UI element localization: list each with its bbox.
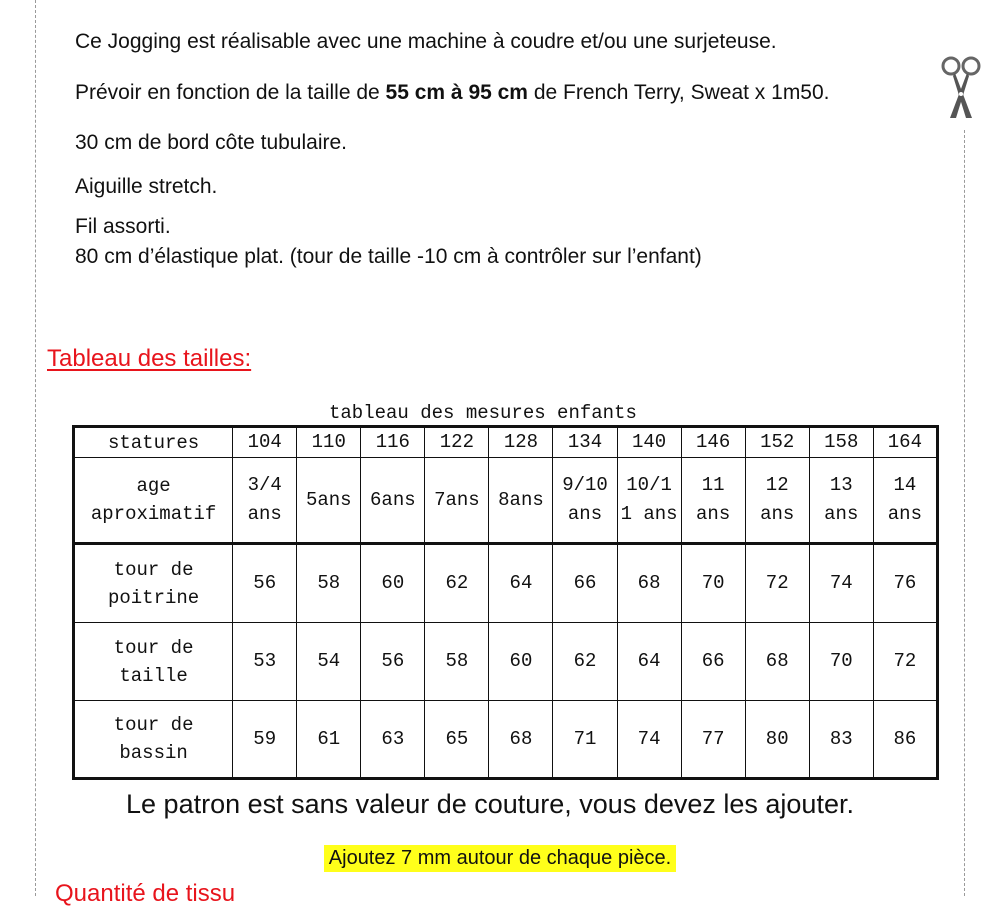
scissors-icon [938,52,984,122]
section-title: Tableau des tailles: [47,345,252,372]
cut-line-right [964,130,965,896]
table-cell: 71 [553,701,617,779]
table-cell: 56 [233,544,297,623]
table-cell: 68 [489,701,553,779]
table-row [74,458,938,544]
table-cell: 72 [873,623,937,701]
table-cell: 83 [809,701,873,779]
table-cell: 104 [233,427,297,458]
table-cell: 62 [553,623,617,701]
table-cell: 59 [233,701,297,779]
table-cell: 152 [745,427,809,458]
table-cell: 58 [425,623,489,701]
table-cell: 60 [361,544,425,623]
intro-line-thread: Fil assorti. [75,215,171,238]
intro-line-fabric [75,81,830,105]
table-cell: 86 [873,701,937,779]
intro-line-needle: Aiguille stretch. [75,175,218,198]
table-cell: 164 [873,427,937,458]
table-cell: 54 [297,623,361,701]
highlight-wrapper [0,845,1000,872]
table-cell: 140 [617,427,681,458]
table-cell: 13 ans [809,458,873,544]
table-cell: 76 [873,544,937,623]
table-cell: 80 [745,701,809,779]
table-cell: 77 [681,701,745,779]
table-caption: tableau des mesures enfants [329,402,637,424]
table-cell: 11 ans [681,458,745,544]
table-cell: 9/10 ans [553,458,617,544]
table-cell: 5ans [297,458,361,544]
fabric-min-length: 55 cm [385,81,446,104]
table-cell: 66 [681,623,745,701]
table-cell: 62 [425,544,489,623]
table-cell: 10/1 1 ans [617,458,681,544]
table-row [74,701,938,779]
table-cell: 56 [361,623,425,701]
row-label: age aproximatif [74,458,233,544]
cut-line-left [35,0,36,896]
table-cell: 14 ans [873,458,937,544]
table-cell: 110 [297,427,361,458]
table-row [74,427,938,458]
fabric-range-sep: à [445,81,469,104]
intro-line-machine: Ce Jogging est réalisable avec une machine à coudre et/ou une surjeteuse. [75,30,777,53]
table-cell: 122 [425,427,489,458]
row-label: tour de taille [74,623,233,701]
table-cell: 6ans [361,458,425,544]
table-cell: 70 [809,623,873,701]
intro-line-elastic: 80 cm d’élastique plat. (tour de taille -10 cm à contrôler sur l’enfant) [75,245,702,268]
table-cell: 158 [809,427,873,458]
table-cell: 74 [617,701,681,779]
table-cell: 116 [361,427,425,458]
table-cell: 64 [489,544,553,623]
seam-allowance-highlight: Ajoutez 7 mm autour de chaque pièce. [324,845,676,872]
table-cell: 70 [681,544,745,623]
table-row [74,623,938,701]
fabric-text-pre: Prévoir en fonction de la taille de [75,81,386,104]
table-cell: 128 [489,427,553,458]
fabric-max-length: 95 cm [468,81,528,104]
table-cell: 63 [361,701,425,779]
size-table [72,425,939,780]
row-label: statures [74,427,233,458]
table-cell: 68 [745,623,809,701]
table-cell: 60 [489,623,553,701]
row-label: tour de bassin [74,701,233,779]
table-cell: 8ans [489,458,553,544]
table-cell: 64 [617,623,681,701]
table-cell: 72 [745,544,809,623]
table-cell: 74 [809,544,873,623]
table-cell: 134 [553,427,617,458]
table-cell: 3/4 ans [233,458,297,544]
table-cell: 7ans [425,458,489,544]
table-cell: 65 [425,701,489,779]
seam-allowance-note: Le patron est sans valeur de couture, vous devez les ajouter. [126,789,854,819]
table-cell: 146 [681,427,745,458]
fabric-text-post: de French Terry, Sweat x 1m50. [527,81,830,104]
intro-line-rib: 30 cm de bord côte tubulaire. [75,131,347,154]
table-row [74,544,938,623]
table-cell: 53 [233,623,297,701]
table-cell: 12 ans [745,458,809,544]
table-cell: 66 [553,544,617,623]
table-cell: 61 [297,701,361,779]
table-cell: 58 [297,544,361,623]
row-label: tour de poitrine [74,544,233,623]
fabric-quantity-heading: Quantité de tissu [55,880,236,907]
table-cell: 68 [617,544,681,623]
